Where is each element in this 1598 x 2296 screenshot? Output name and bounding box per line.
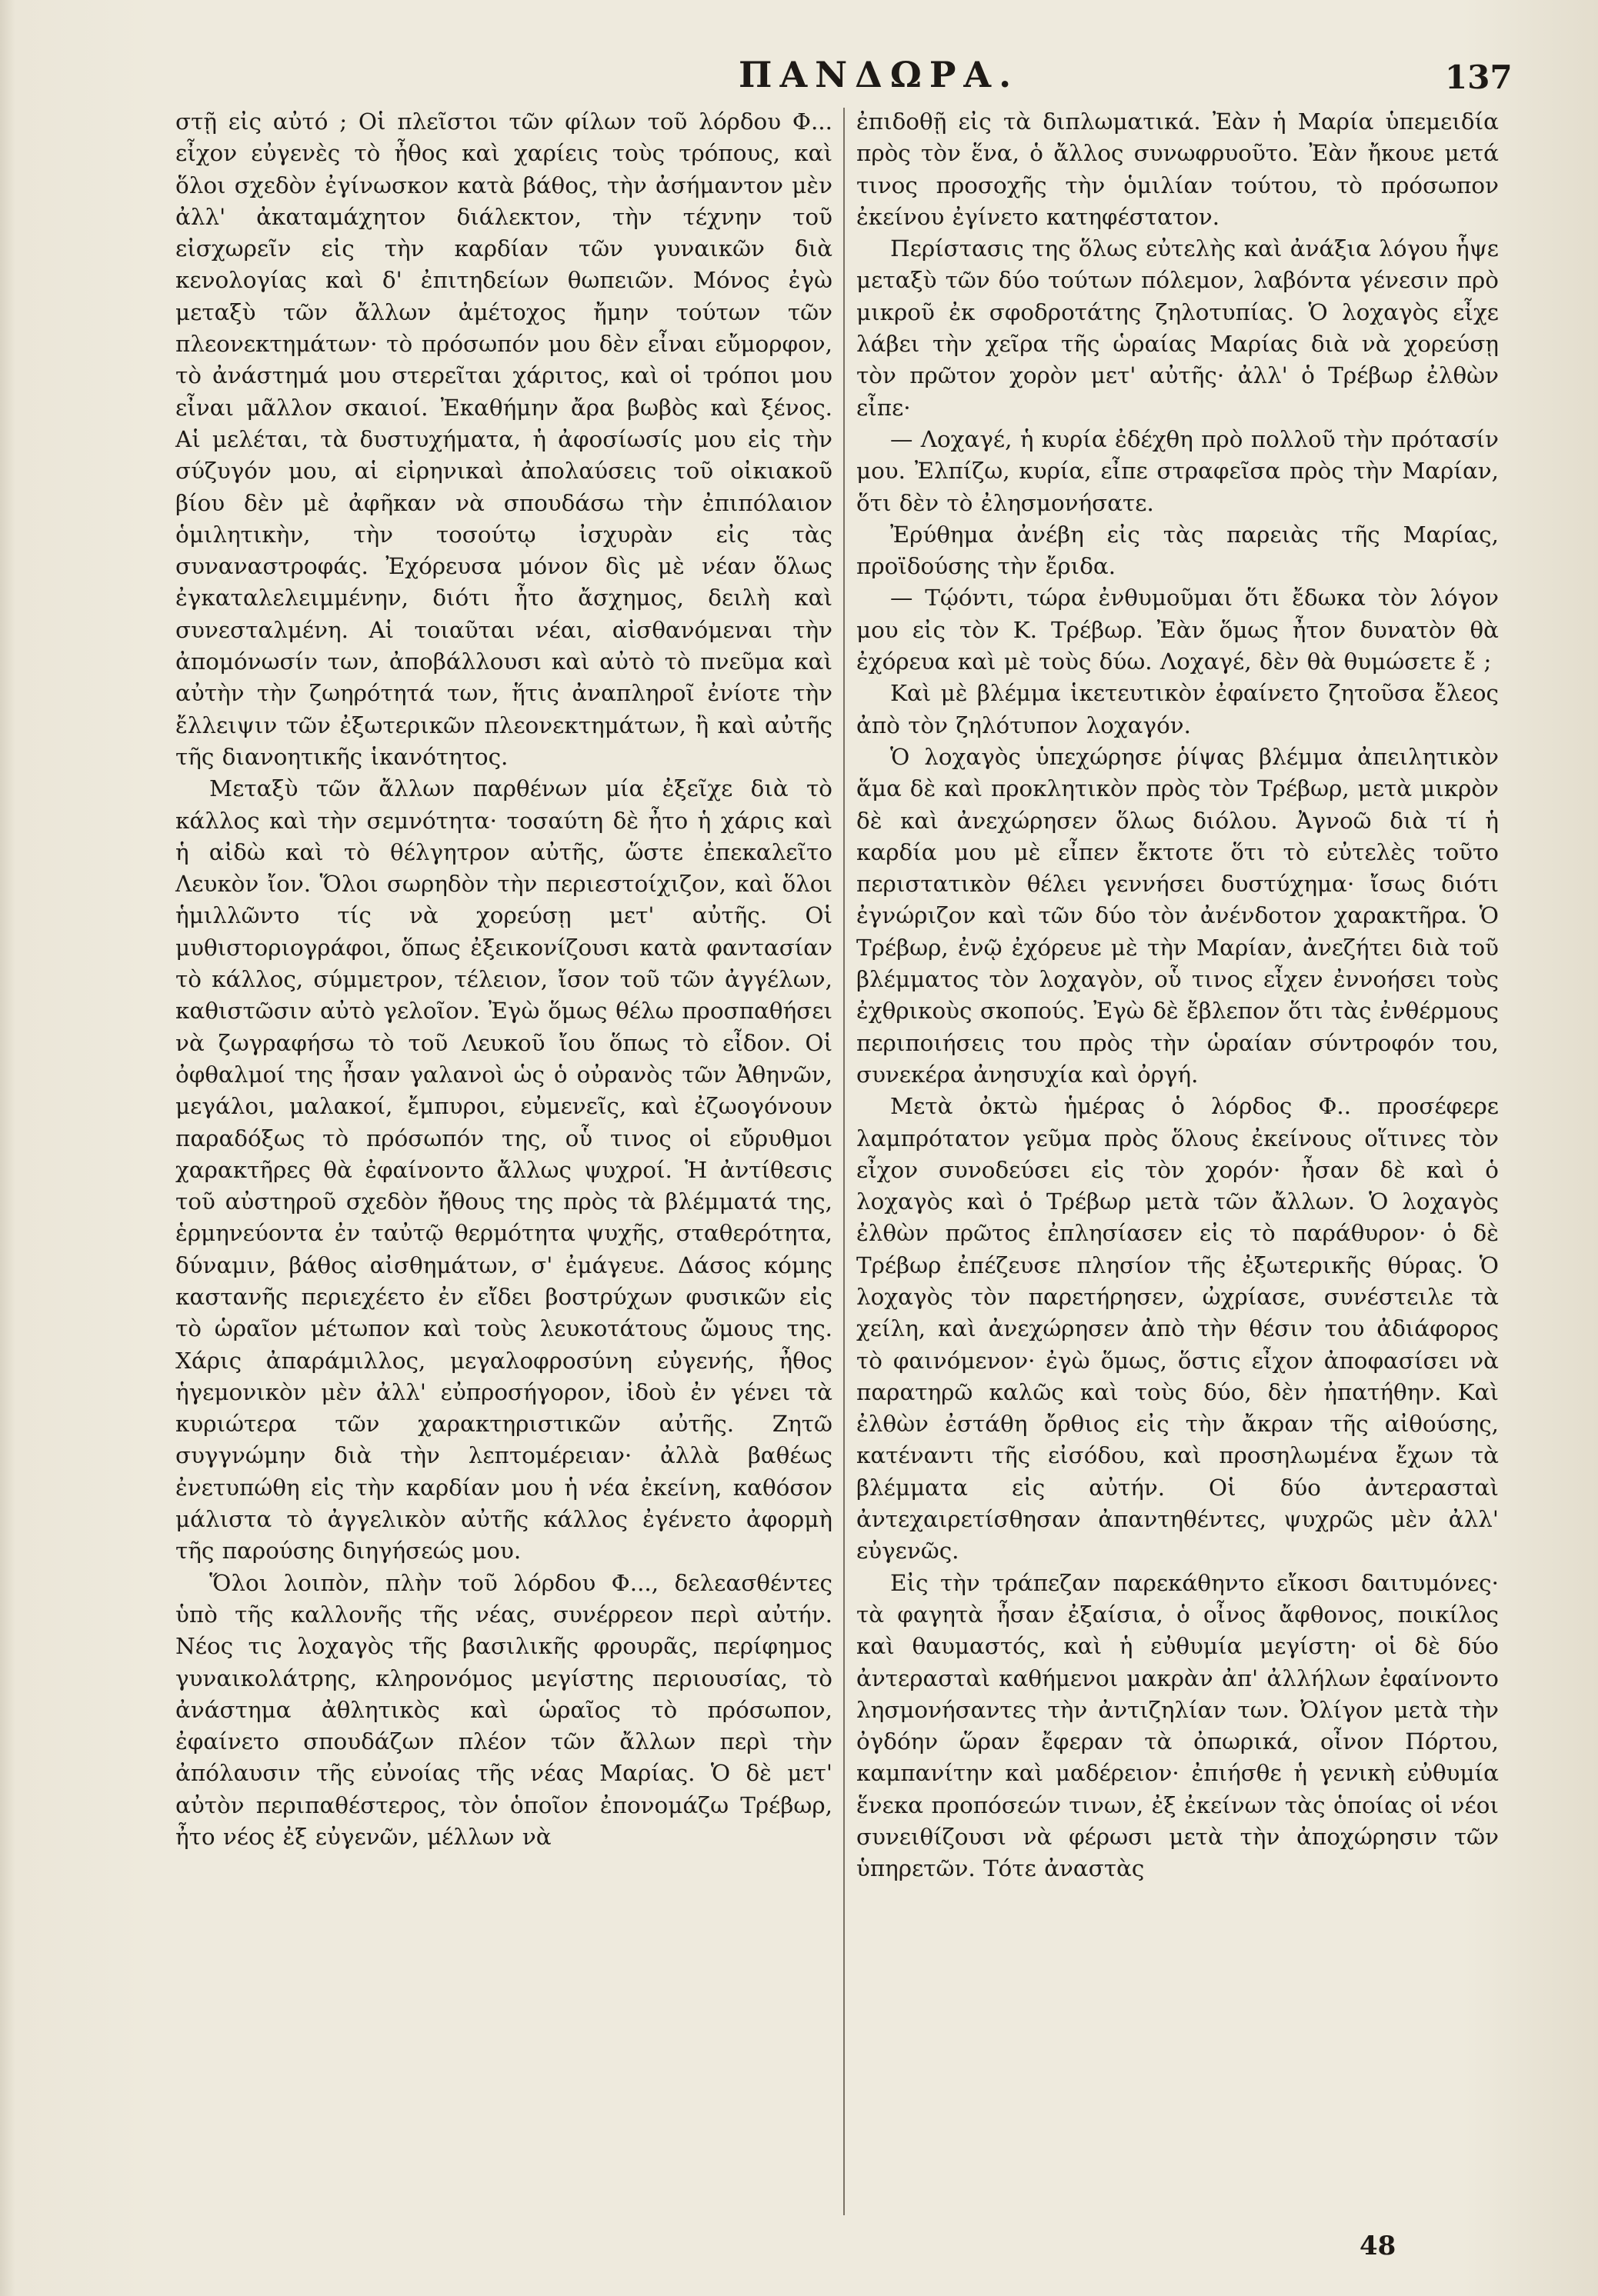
paragraph: Ἐρύθημα ἀνέβη εἰς τὰς παρειὰς τῆς Μαρίας, προϊδούσης τὴν ἔριδα. xyxy=(856,521,1499,580)
left-column xyxy=(175,106,832,1853)
paragraph: στῇ εἰς αὐτό ; Οἱ πλεῖστοι τῶν φίλων τοῦ λόρδου Φ... εἶχον εὐγενὲς τὸ ἦθος καὶ χαρίεις τοὺς τρόπους, καὶ ὅλοι σχεδὸν ἐγίνωσκον κατὰ βάθος, τὴν ἀσήμαντον μὲν ἀλλ' ἀκαταμάχητον διάλεκτον, τὴν τέχνην τοῦ εἰσχωρεῖν εἰς τὴν καρδίαν τῶν γυναικῶν διὰ κενολογίας καὶ δ' ἐπιτηδείων θωπειῶν. Μόνος ἐγὼ μεταξὺ τῶν ἄλλων ἀμέτοχος ἤμην τούτων τῶν πλεονεκτημάτων· τὸ πρόσωπόν μου δὲν εἶναι εὔμορφον, τὸ ἀνάστημά μου στερεῖται χάριτος, καὶ οἱ τρόποι μου εἶναι μᾶλλον σκαιοί. Ἐκαθήμην ἄρα βωβὸς καὶ ξένος. Αἱ μελέται, τὰ δυστυχήματα, ἡ ἀφοσίωσίς μου εἰς τὴν σύζυγόν μου, αἱ εἰρηνικαὶ ἀπολαύσεις τοῦ οἰκιακοῦ βίου δὲν μὲ ἀφῆκαν νὰ σπουδάσω τὴν ἐπιπόλαιον ὁμιλητικὴν, τὴν τοσούτῳ ἰσχυρὰν εἰς τὰς συναναστροφάς. Ἐχόρευσα μόνον δὶς μὲ νέαν ὅλως ἐγκαταλελειμμένην, διότι ἦτο ἄσχημος, δειλὴ καὶ συνεσταλμένη. Αἱ τοιαῦται νέαι, αἰσθανόμεναι τὴν ἀπομόνωσίν των, ἀποβάλλουσι καὶ αὐτὸ τὸ πνεῦμα καὶ αὐτὴν τὴν ζωηρότητά των, ἥτις ἀναπληροῖ ἐνίοτε τὴν ἔλλειψιν τῶν ἐξωτερικῶν πλεονεκτημάτων, ἢ καὶ αὐτῆς τῆς διανοητικῆς ἱκανότητος. xyxy=(175,108,832,770)
page-number: 137 xyxy=(1445,58,1513,96)
dialogue-paragraph: — Λοχαγέ, ἡ κυρία ἐδέχθη πρὸ πολλοῦ τὴν πρότασίν μου. Ἐλπίζω, κυρία, εἶπε στραφεῖσα πρὸς τὴν Μαρίαν, ὅτι δὲν τὸ ἐλησμονήσατε. xyxy=(856,425,1499,516)
paragraph: Ὅλοι λοιπὸν, πλὴν τοῦ λόρδου Φ..., δελεασθέντες ὑπὸ τῆς καλλονῆς τῆς νέας, συνέρρεον περὶ αὐτήν. Νέος τις λοχαγὸς τῆς βασιλικῆς φρουρᾶς, περίφημος γυναικολάτρης, κληρονόμος μεγίστης περιουσίας, τὸ ἀνάστημα ἀθλητικὸς καὶ ὡραῖος τὸ πρόσωπον, ἐφαίνετο σπουδάζων πλέον τῶν ἄλλων περὶ τὴν ἀπόλαυσιν τῆς εὐνοίας τῆς νέας Μαρίας. Ὁ δὲ μετ' αὐτὸν περιπαθέστερος, τὸν ὁποῖον ἐπονομάζω Τρέβωρ, ἦτο νέος ἐξ εὐγενῶν, μέλλων νὰ xyxy=(175,1569,832,1851)
column-divider xyxy=(843,108,845,2215)
running-title: ΠΑΝΔΩΡΑ. xyxy=(739,54,1019,95)
paragraph: Μεταξὺ τῶν ἄλλων παρθένων μία ἐξεῖχε διὰ τὸ κάλλος καὶ τὴν σεμνότητα· τοσαύτη δὲ ἦτο ἡ χάρις καὶ ἡ αἰδὼ καὶ τὸ θέλγητρον αὐτῆς, ὥστε ἐπεκαλεῖτο Λευκὸν ἴον. Ὅλοι σωρηδὸν τὴν περιεστοίχιζον, καὶ ὅλοι ἡμιλλῶντο τίς νὰ χορεύσῃ μετ' αὐτῆς. Οἱ μυθιστοριογράφοι, ὅπως ἐξεικονίζουσι κατὰ φαντασίαν τὸ κάλλος, σύμμετρον, τέλειον, ἴσον τοῦ τῶν ἀγγέλων, καθιστῶσιν αὐτὸ γελοῖον. Ἐγὼ ὅμως θέλω προσπαθήσει νὰ ζωγραφήσω τὸ τοῦ Λευκοῦ ἴου ὅπως τὸ εἶδον. Οἱ ὀφθαλμοί της ἦσαν γαλανοὶ ὡς ὁ οὐρανὸς τῶν Ἀθηνῶν, μεγάλοι, μαλακοί, ἔμπυροι, εὐμενεῖς, καὶ ἐζωογόνουν παραδόξως τὸ πρόσωπόν της, οὗ τινος οἱ εὔρυθμοι χαρακτῆρες θὰ ἐφαίνοντο ἄλλως ψυχροί. Ἡ ἀντίθεσις τοῦ αὐστηροῦ σχεδὸν ἤθους της πρὸς τὰ βλέμματά της, ἑρμηνεύοντα ἐν ταὐτῷ θερμότητα ψυχῆς, σταθερότητα, δύναμιν, βάθος αἰσθημάτων, σ' ἐμάγευε. Δάσος κόμης καστανῆς περιεχέετο ἐν εἴδει βοστρύχων φυσικῶν εἰς τὸ ὡραῖον μέτωπον καὶ τοὺς λευκοτάτους ὤμους της. Χάρις ἀπαράμιλλος, μεγαλοφροσύνη εὐγενής, ἦθος ἡγεμονικὸν μὲν ἀλλ' εὐπροσήγορον, ἰδοὺ ἐν γένει τὰ κυριώτερα τῶν χαρακτηριστικῶν αὐτῆς. Ζητῶ συγγνώμην διὰ τὴν λεπτομέρειαν· ἀλλὰ βαθέως ἐνετυπώθη εἰς τὴν καρδίαν μου ἡ νέα ἐκείνη, καθόσον μάλιστα τὸ ἀγγελικὸν αὐτῆς κάλλος ἐγένετο ἀφορμὴ τῆς παρούσης διηγήσεώς μου. xyxy=(175,775,832,1565)
dialogue-paragraph: — Τῴόντι, τώρα ἐνθυμοῦμαι ὅτι ἔδωκα τὸν λόγον μου εἰς τὸν Κ. Τρέβωρ. Ἐὰν ὅμως ἦτον δυνατὸν θὰ ἐχόρευα καὶ μὲ τοὺς δύω. Λοχαγέ, δὲν θὰ θυμώσετε ἔ ; xyxy=(856,585,1499,675)
paragraph: Ὁ λοχαγὸς ὑπεχώρησε ῥίψας βλέμμα ἀπειλητικὸν ἅμα δὲ καὶ προκλητικὸν πρὸς τὸν Τρέβωρ, μετὰ μικρὸν δὲ καὶ ἀνεχώρησεν ὅλως διόλου. Ἀγνοῶ διὰ τί ἡ καρδία μου μὲ εἶπεν ἔκτοτε ὅτι τὸ εὐτελὲς τοῦτο περιστατικὸν θέλει γεννήσει δυστύχημα· ἴσως διότι ἐγνώριζον καὶ τῶν δύο τὸν ἀνένδοτον χαρακτῆρα. Ὁ Τρέβωρ, ἐνῷ ἐχόρευε μὲ τὴν Μαρίαν, ἀνεζήτει διὰ τοῦ βλέμματος τὸν λοχαγὸν, οὗ τινος εἶχεν ἐννοήσει τοὺς ἐχθρικοὺς σκοπούς. Ἐγὼ δὲ ἔβλεπον ὅτι τὰς ἐνθέρμους περιποιήσεις του πρὸς τὴν ὡραίαν σύντροφόν του, συνεκέρα ἀνησυχία καὶ ὀργή. xyxy=(856,743,1499,1088)
paragraph: Εἰς τὴν τράπεζαν παρεκάθηντο εἴκοσι δαιτυμόνες· τὰ φαγητὰ ἦσαν ἐξαίσια, ὁ οἶνος ἄφθονος, ποικίλος καὶ θαυμαστός, καὶ ἡ εὐθυμία μεγίστη· οἱ δὲ δύο ἀντερασταὶ καθήμενοι μακρὰν ἀπ' ἀλλήλων ἐφαίνοντο λησμονήσαντες τὴν ἀντιζηλίαν των. Ὀλίγον μετὰ τὴν ὀγδόην ὥραν ἔφεραν τὰ ὀπωρικά, οἶνον Πόρτου, καμπανίτην καὶ μαδέρειον· ἐπιήσθε ἡ γενικὴ εὐθυμία ἕνεκα προπόσεών τινων, ἐξ ἐκείνων τὰς ὁποίας οἱ νέοι συνειθίζουσι νὰ φέρωσι μετὰ τὴν ἀποχώρησιν τῶν ὑπηρετῶν. Τότε ἀναστὰς xyxy=(856,1569,1499,1882)
right-column xyxy=(856,106,1499,1885)
paragraph: ἐπιδοθῇ εἰς τὰ διπλωματικά. Ἐὰν ἡ Μαρία ὑπεμειδία πρὸς τὸν ἕνα, ὁ ἄλλος συνωφρυοῦτο. Ἐὰν ἤκουε μετά τινος προσοχῆς τὴν ὁμιλίαν τούτου, τὸ πρόσωπον ἐκείνου ἐγίνετο κατηφέστατον. xyxy=(856,108,1499,230)
signature-mark: 48 xyxy=(1359,2231,1396,2261)
paragraph: Καὶ μὲ βλέμμα ἱκετευτικὸν ἐφαίνετο ζητοῦσα ἔλεος ἀπὸ τὸν ζηλότυπον λοχαγόν. xyxy=(856,680,1499,738)
page-header xyxy=(0,54,1598,108)
paragraph: Περίστασις της ὅλως εὐτελὴς καὶ ἀνάξια λόγου ἧψε μεταξὺ τῶν δύο τούτων πόλεμον, λαβόντα γένεσιν πρὸ μικροῦ ἐκ σφοδροτάτης ζηλοτυπίας. Ὁ λοχαγὸς εἶχε λάβει τὴν χεῖρα τῆς ὡραίας Μαρίας διὰ νὰ χορεύσῃ τὸν πρῶτον χορὸν μετ' αὐτῆς· ἀλλ' ὁ Τρέβωρ ἐλθὼν εἶπε· xyxy=(856,235,1499,421)
paragraph: Μετὰ ὀκτὼ ἡμέρας ὁ λόρδος Φ.. προσέφερε λαμπρότατον γεῦμα πρὸς ὅλους ἐκείνους οἵτινες τὸν εἶχον συνοδεύσει εἰς τὸν χορόν· ἦσαν δὲ καὶ ὁ λοχαγὸς καὶ ὁ Τρέβωρ μετὰ τῶν ἄλλων. Ὁ λοχαγὸς ἐλθὼν πρῶτος ἐπλησίασεν εἰς τὸ παράθυρον· ὁ δὲ Τρέβωρ ἐπέζευσε πλησίον τῆς ἐξωτερικῆς θύρας. Ὁ λοχαγὸς τὸν παρετήρησεν, ὠχρίασε, συνέστειλε τὰ χείλη, καὶ ἀνεχώρησεν ἀπὸ τὴν θέσιν του ἀδιάφορος τὸ φαινόμενον· ἐγὼ ὅμως, ὅστις εἶχον ἀποφασίσει νὰ παρατηρῶ καλῶς καὶ τοὺς δύο, δὲν ἠπατήθην. Καὶ ἐλθὼν ἐστάθη ὄρθιος εἰς τὴν ἄκραν τῆς αἰθούσης, κατέναντι τῆς εἰσόδου, καὶ προσηλωμένα ἔχων τὰ βλέμματα εἰς αὐτήν. Οἱ δύο ἀντερασταὶ ἀντεχαιρετίσθησαν ἀπαντηθέντες, ψυχρῶς μὲν ἀλλ' εὐγενῶς. xyxy=(856,1093,1499,1565)
